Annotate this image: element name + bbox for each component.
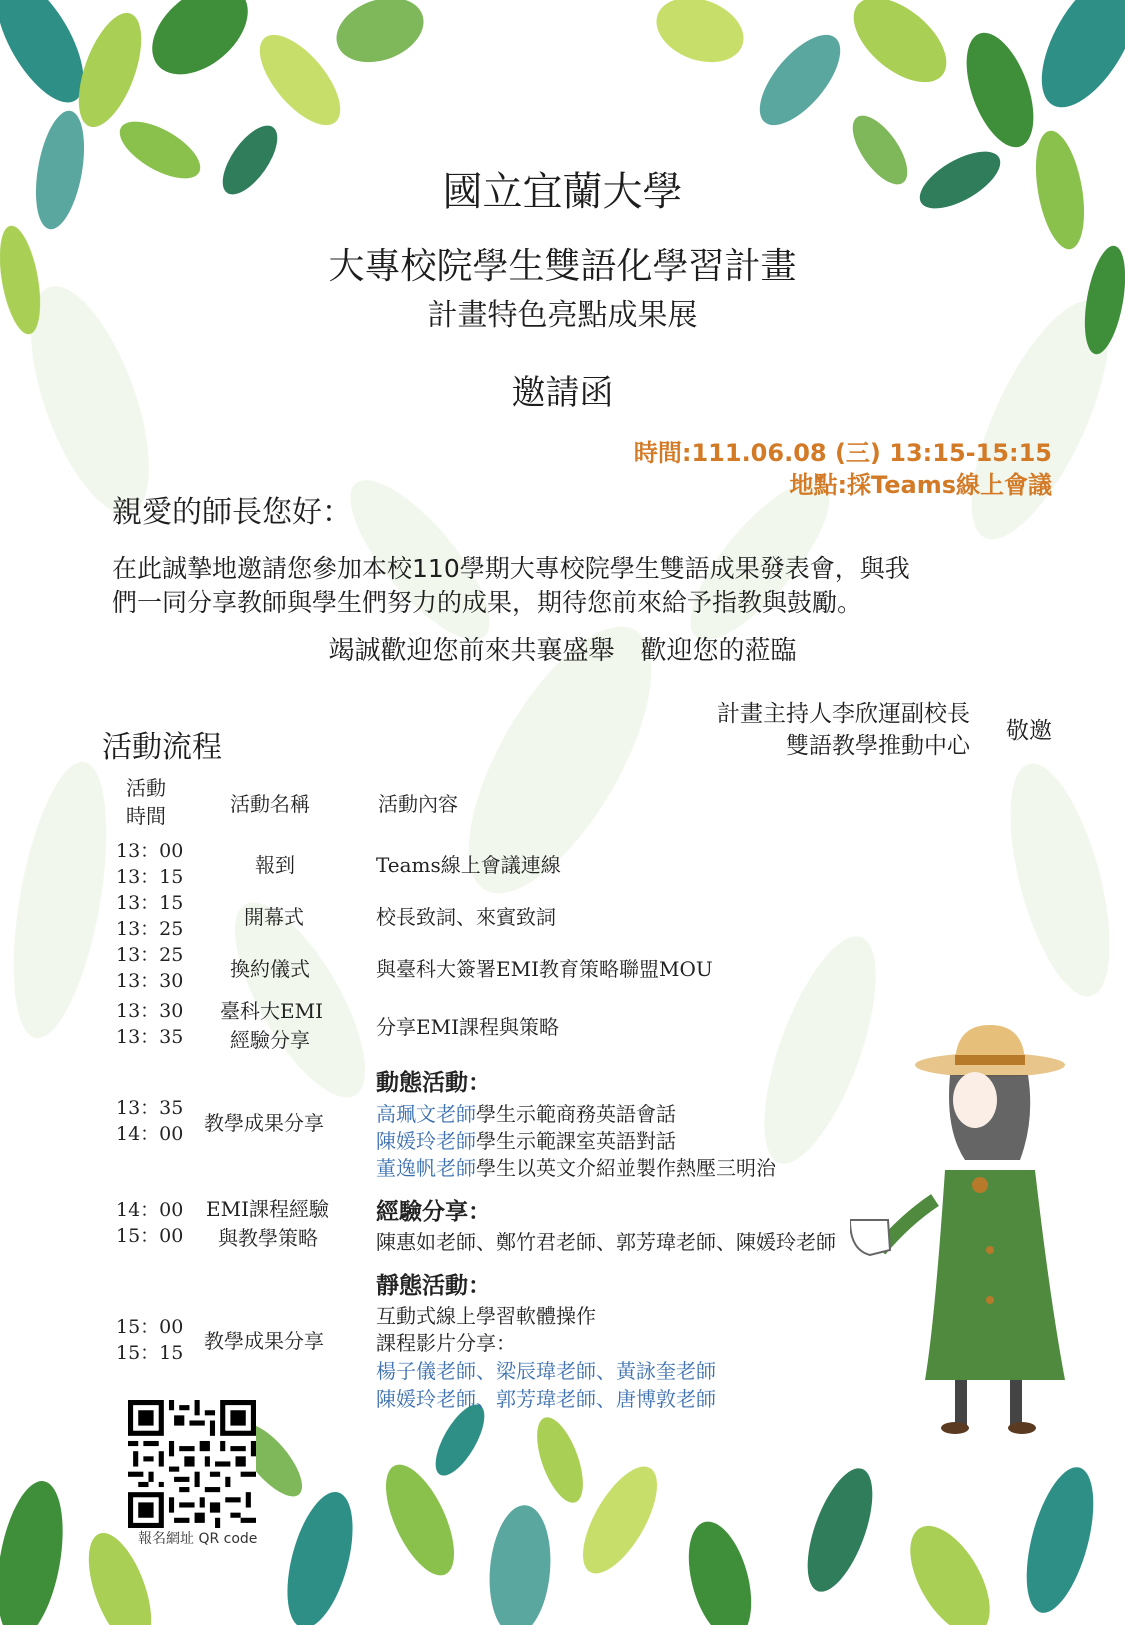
- row-3-name: 換約儀式: [230, 957, 310, 981]
- row-4-name-1: 臺科大EMI: [220, 999, 323, 1023]
- row-4-content: 分享EMI課程與策略: [376, 1015, 559, 1039]
- row-6-name-2: 與教學策略: [218, 1226, 318, 1250]
- row-5-start: 13：35: [116, 1097, 184, 1119]
- qr-code-icon: [128, 1400, 256, 1528]
- row-5-name: 教學成果分享: [204, 1111, 324, 1135]
- row-4-name-2: 經驗分享: [230, 1028, 310, 1052]
- row-4-end: 13：35: [116, 1026, 184, 1048]
- signature-host: 計畫主持人李欣運副校長: [717, 701, 970, 727]
- row-7-end: 15：15: [116, 1342, 184, 1364]
- welcome-line: 竭誠歡迎您前來共襄盛舉 歡迎您的蒞臨: [328, 636, 797, 666]
- row-2-content: 校長致詞、來賓致詞: [376, 905, 556, 929]
- row-1-start: 13：00: [116, 840, 184, 862]
- invitation-text-line-1: 在此誠摯地邀請您參加本校110學期大專校院學生雙語成果發表會，與我: [112, 554, 910, 583]
- signature-center: 雙語教學推動中心: [786, 733, 970, 759]
- row-3-content: 與臺科大簽署EMI教育策略聯盟MOU: [376, 957, 713, 981]
- row-5-item-3: 董逸帆老師學生以英文介紹並製作熱壓三明治: [376, 1156, 776, 1180]
- header-name: 活動名稱: [230, 792, 310, 816]
- row-7-line-2: 課程影片分享：: [376, 1331, 516, 1355]
- row-2-start: 13：15: [116, 892, 184, 914]
- row-1-name: 報到: [255, 853, 295, 877]
- row-7-teachers-2: 陳媛玲老師、郭芳瑋老師、唐博敦老師: [376, 1387, 716, 1411]
- registration-qr-code[interactable]: [128, 1400, 256, 1528]
- girl-illustration: [850, 1020, 1090, 1460]
- row-1-content: Teams線上會議連線: [376, 853, 561, 877]
- qr-caption: 報名網址 QR code: [138, 1531, 258, 1547]
- row-7-line-1: 互動式線上學習軟體操作: [376, 1304, 596, 1328]
- event-time: 時間:111.06.08 (三) 13:15-15:15: [633, 439, 1052, 467]
- row-6-name-1: EMI課程經驗: [206, 1197, 329, 1221]
- row-7-name: 教學成果分享: [204, 1329, 324, 1353]
- row-6-end: 15：00: [116, 1225, 184, 1247]
- header-time-1: 活動: [126, 776, 166, 800]
- row-5-heading: 動態活動：: [376, 1069, 491, 1096]
- row-6-start: 14：00: [116, 1199, 184, 1221]
- row-5-item-2: 陳媛玲老師學生示範課室英語對話: [376, 1129, 676, 1153]
- row-7-heading: 靜態活動：: [376, 1272, 491, 1299]
- row-6-heading: 經驗分享：: [376, 1198, 491, 1225]
- event-place: 地點:採Teams線上會議: [789, 471, 1052, 499]
- invitation-text-line-2: 們一同分享教師與學生們努力的成果，期待您前來給予指教與鼓勵。: [112, 588, 863, 617]
- row-7-teachers-1: 楊子儀老師、梁辰瑋老師、黃詠奎老師: [376, 1359, 716, 1383]
- header-time-2: 時間: [126, 804, 166, 828]
- row-2-name: 開幕式: [244, 905, 304, 929]
- schedule-title: 活動流程: [102, 730, 222, 765]
- row-5-end: 14：00: [116, 1123, 184, 1145]
- university-name: 國立宜蘭大學: [442, 169, 683, 215]
- row-6-content: 陳惠如老師、鄭竹君老師、郭芳瑋老師、陳媛玲老師: [376, 1230, 836, 1254]
- row-1-end: 13：15: [116, 866, 184, 888]
- exhibition-subtitle: 計畫特色亮點成果展: [427, 298, 698, 333]
- row-4-start: 13：30: [116, 1000, 184, 1022]
- signature-closing: 敬邀: [1006, 718, 1052, 744]
- program-title: 大專校院學生雙語化學習計畫: [328, 246, 797, 287]
- greeting: 親愛的師長您好：: [112, 495, 352, 530]
- row-7-start: 15：00: [116, 1316, 184, 1338]
- row-5-item-1: 高珮文老師學生示範商務英語會話: [376, 1102, 676, 1126]
- row-3-start: 13：25: [116, 944, 184, 966]
- row-3-end: 13：30: [116, 970, 184, 992]
- header-content: 活動內容: [378, 792, 458, 816]
- row-2-end: 13：25: [116, 918, 184, 940]
- document-type: 邀請函: [511, 373, 614, 413]
